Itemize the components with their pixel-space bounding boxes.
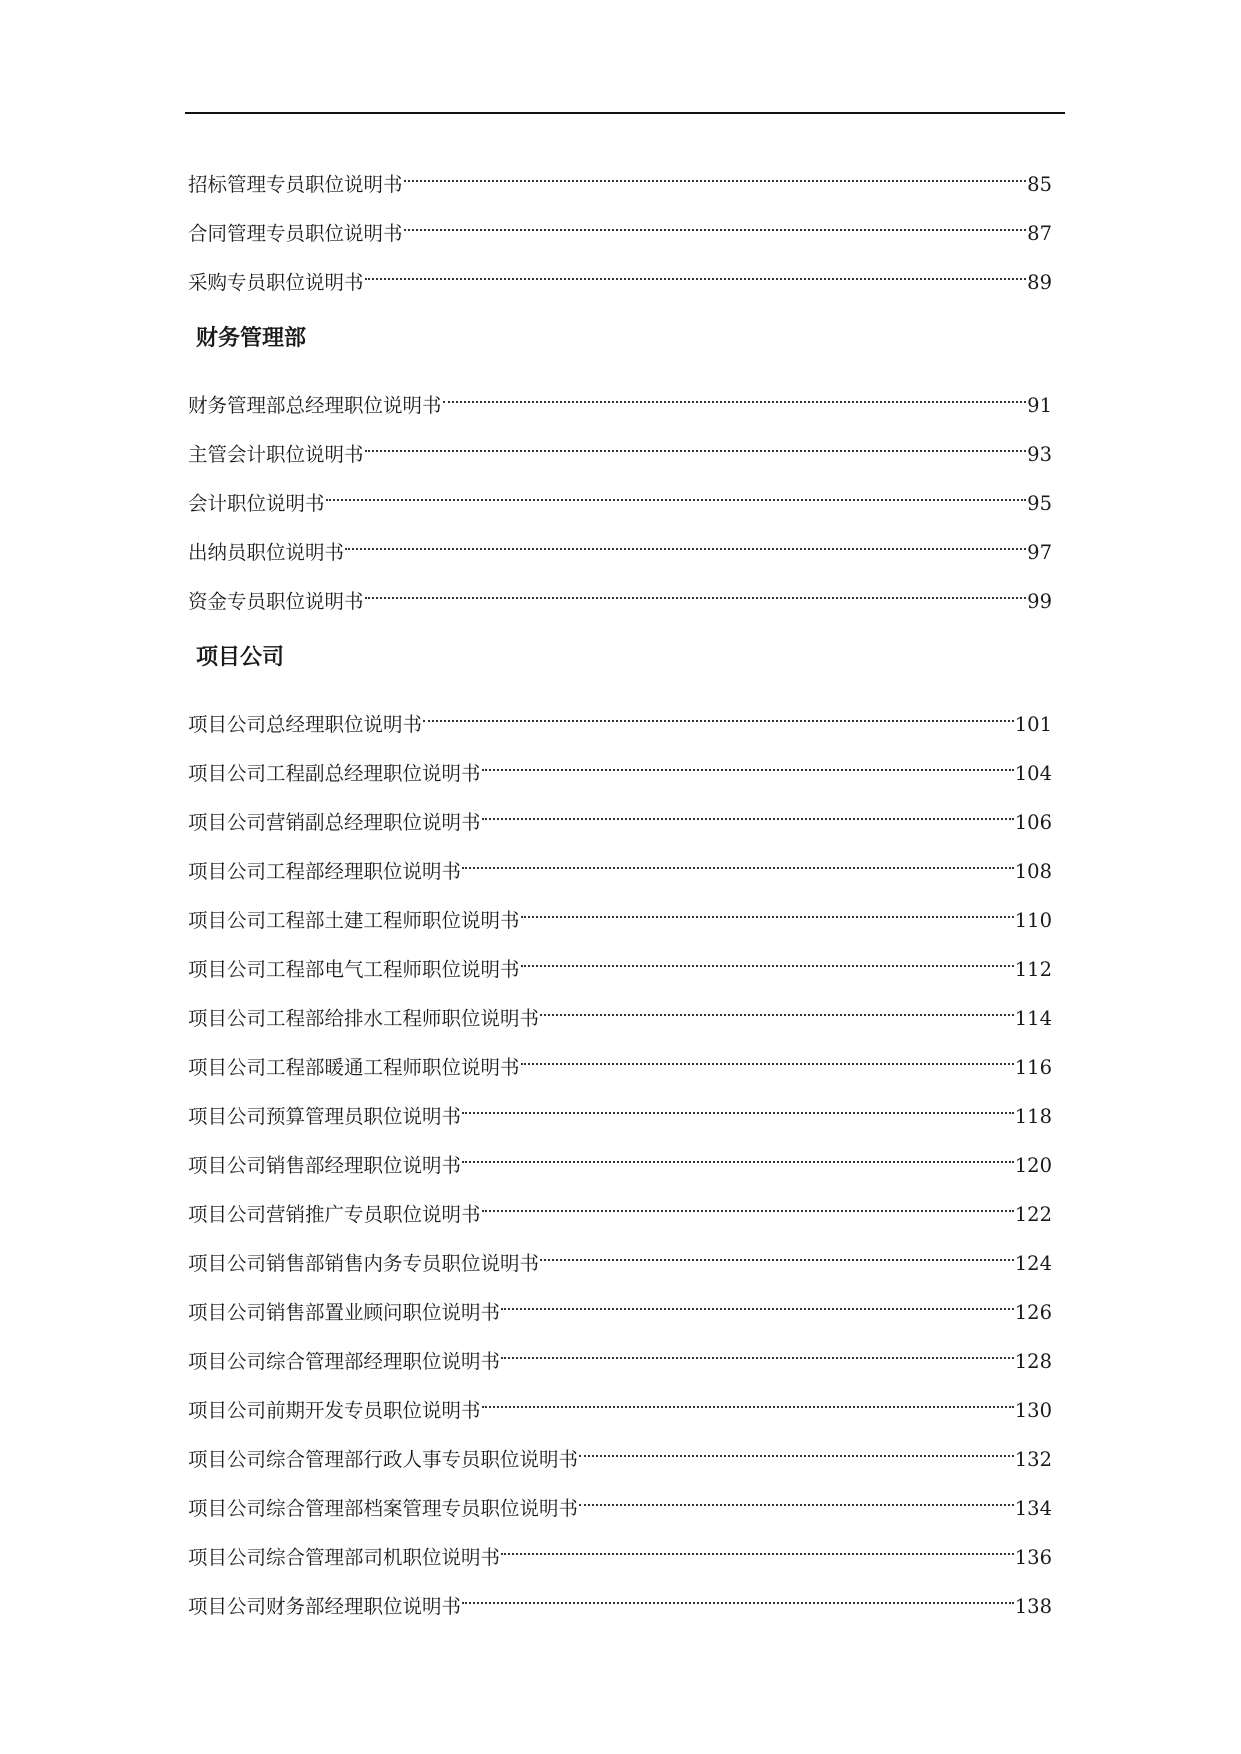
toc-entry[interactable] [188, 795, 1052, 844]
toc-entry-title: 项目公司预算管理员职位说明书 [188, 1105, 462, 1128]
toc-entry[interactable] [188, 1432, 1052, 1481]
toc-entry-title: 项目公司财务部经理职位说明书 [188, 1595, 462, 1618]
toc-entry-page: 91 [1027, 394, 1052, 417]
toc-entry[interactable] [188, 427, 1052, 476]
toc-leader-dots [462, 1089, 1014, 1123]
toc-entry-page: 130 [1014, 1399, 1052, 1422]
toc-entry[interactable] [188, 1285, 1052, 1334]
toc-leader-dots [482, 795, 1014, 829]
toc-entry-title: 项目公司工程部经理职位说明书 [188, 860, 462, 883]
toc-entry[interactable] [188, 1530, 1052, 1579]
toc-leader-dots [443, 378, 1027, 412]
toc-entry[interactable] [188, 697, 1052, 746]
toc-entry-page: 106 [1014, 811, 1052, 834]
toc-entry-title: 出纳员职位说明书 [188, 541, 345, 564]
toc-entry-title: 项目公司前期开发专员职位说明书 [188, 1399, 481, 1422]
toc-entry-page: 114 [1014, 1007, 1052, 1030]
toc-entry-title: 项目公司综合管理部行政人事专员职位说明书 [188, 1448, 579, 1471]
toc-leader-dots [521, 893, 1014, 927]
toc-entry[interactable] [188, 1236, 1052, 1285]
toc-leader-dots [482, 746, 1014, 780]
toc-entry[interactable] [188, 1089, 1052, 1138]
toc-entry-page: 118 [1014, 1105, 1052, 1128]
toc-leader-dots [501, 1334, 1014, 1368]
toc-entry-page: 138 [1014, 1595, 1052, 1618]
toc-leader-dots [462, 1579, 1014, 1613]
toc-entry-page: 126 [1014, 1301, 1052, 1324]
toc-entry[interactable] [188, 574, 1052, 623]
toc-leader-dots [345, 525, 1026, 559]
toc-entry-page: 112 [1014, 958, 1052, 981]
toc-leader-dots [462, 844, 1014, 878]
toc-entry[interactable] [188, 1383, 1052, 1432]
toc-leader-dots [579, 1481, 1014, 1515]
toc-leader-dots [423, 697, 1014, 731]
toc-section-heading-finance: 财务管理部 [196, 326, 307, 351]
toc-entry[interactable] [188, 1138, 1052, 1187]
toc-entry-page: 132 [1014, 1448, 1052, 1471]
toc-entry[interactable] [188, 893, 1052, 942]
toc-leader-dots [501, 1285, 1014, 1319]
toc-leader-dots [540, 1236, 1014, 1270]
toc-entry-title: 项目公司工程部土建工程师职位说明书 [188, 909, 520, 932]
toc-entry[interactable] [188, 844, 1052, 893]
toc-leader-dots [404, 157, 1027, 191]
toc-leader-dots [404, 206, 1027, 240]
toc-entry-page: 99 [1027, 590, 1052, 613]
toc-leader-dots [521, 942, 1014, 976]
toc-entry[interactable] [188, 1040, 1052, 1089]
toc-entry[interactable] [188, 206, 1052, 255]
toc-leader-dots [326, 476, 1027, 510]
toc-leader-dots [501, 1530, 1014, 1564]
toc-leader-dots [482, 1383, 1014, 1417]
toc-entry[interactable] [188, 1579, 1052, 1628]
toc-entry-title: 项目公司综合管理部经理职位说明书 [188, 1350, 501, 1373]
toc-entry-title: 资金专员职位说明书 [188, 590, 364, 613]
toc-entry-title: 项目公司营销副总经理职位说明书 [188, 811, 481, 834]
toc-entry-title: 项目公司综合管理部司机职位说明书 [188, 1546, 501, 1569]
toc-entry-page: 93 [1027, 443, 1052, 466]
toc-entry-page: 87 [1027, 222, 1052, 245]
toc-entry-title: 项目公司工程副总经理职位说明书 [188, 762, 481, 785]
toc-entry-page: 108 [1014, 860, 1052, 883]
toc-entry[interactable] [188, 1187, 1052, 1236]
toc-entry-page: 120 [1014, 1154, 1052, 1177]
toc-entry-title: 项目公司总经理职位说明书 [188, 713, 423, 736]
toc-entry-page: 128 [1014, 1350, 1052, 1373]
toc-entry[interactable] [188, 1334, 1052, 1383]
toc-entry-page: 104 [1014, 762, 1052, 785]
toc-entry-title: 会计职位说明书 [188, 492, 325, 515]
toc-section-heading-project: 项目公司 [196, 645, 285, 670]
toc-leader-dots [365, 255, 1027, 289]
toc-entry-page: 122 [1014, 1203, 1052, 1226]
toc-entry[interactable] [188, 157, 1052, 206]
toc-entry-title: 项目公司营销推广专员职位说明书 [188, 1203, 481, 1226]
toc-entry-title: 项目公司销售部销售内务专员职位说明书 [188, 1252, 540, 1275]
toc-entry-page: 85 [1027, 173, 1052, 196]
toc-entry-title: 项目公司工程部给排水工程师职位说明书 [188, 1007, 540, 1030]
toc-entry-title: 项目公司综合管理部档案管理专员职位说明书 [188, 1497, 579, 1520]
toc-entry-title: 项目公司工程部暖通工程师职位说明书 [188, 1056, 520, 1079]
toc-leader-dots [365, 427, 1027, 461]
toc-entry-title: 主管会计职位说明书 [188, 443, 364, 466]
toc-leader-dots [482, 1187, 1014, 1221]
toc-entry-page: 110 [1014, 909, 1052, 932]
toc-leader-dots [540, 991, 1014, 1025]
toc-entry[interactable] [188, 378, 1052, 427]
toc-entry-title: 合同管理专员职位说明书 [188, 222, 403, 245]
toc-entry[interactable] [188, 746, 1052, 795]
toc-entry-title: 项目公司销售部经理职位说明书 [188, 1154, 462, 1177]
toc-entry-title: 采购专员职位说明书 [188, 271, 364, 294]
toc-entry[interactable] [188, 255, 1052, 304]
toc-leader-dots [579, 1432, 1014, 1466]
toc-entry-page: 134 [1014, 1497, 1052, 1520]
header-rule [185, 112, 1065, 114]
toc-leader-dots [365, 574, 1027, 608]
toc-entry-page: 136 [1014, 1546, 1052, 1569]
toc-entry[interactable] [188, 942, 1052, 991]
toc-entry-page: 101 [1014, 713, 1052, 736]
toc-entry-title: 项目公司销售部置业顾问职位说明书 [188, 1301, 501, 1324]
toc-entry[interactable] [188, 525, 1052, 574]
toc-entry-page: 124 [1014, 1252, 1052, 1275]
toc-entry-page: 89 [1027, 271, 1052, 294]
toc-entry-title: 财务管理部总经理职位说明书 [188, 394, 442, 417]
toc-entry[interactable] [188, 476, 1052, 525]
toc-entry-page: 95 [1027, 492, 1052, 515]
toc-leader-dots [462, 1138, 1014, 1172]
toc-entry-title: 项目公司工程部电气工程师职位说明书 [188, 958, 520, 981]
toc-entry-title: 招标管理专员职位说明书 [188, 173, 403, 196]
toc-entry[interactable] [188, 991, 1052, 1040]
toc-entry-page: 97 [1027, 541, 1052, 564]
toc-leader-dots [521, 1040, 1014, 1074]
table-of-contents [188, 157, 1052, 1628]
toc-entry-page: 116 [1014, 1056, 1052, 1079]
toc-entry[interactable] [188, 1481, 1052, 1530]
